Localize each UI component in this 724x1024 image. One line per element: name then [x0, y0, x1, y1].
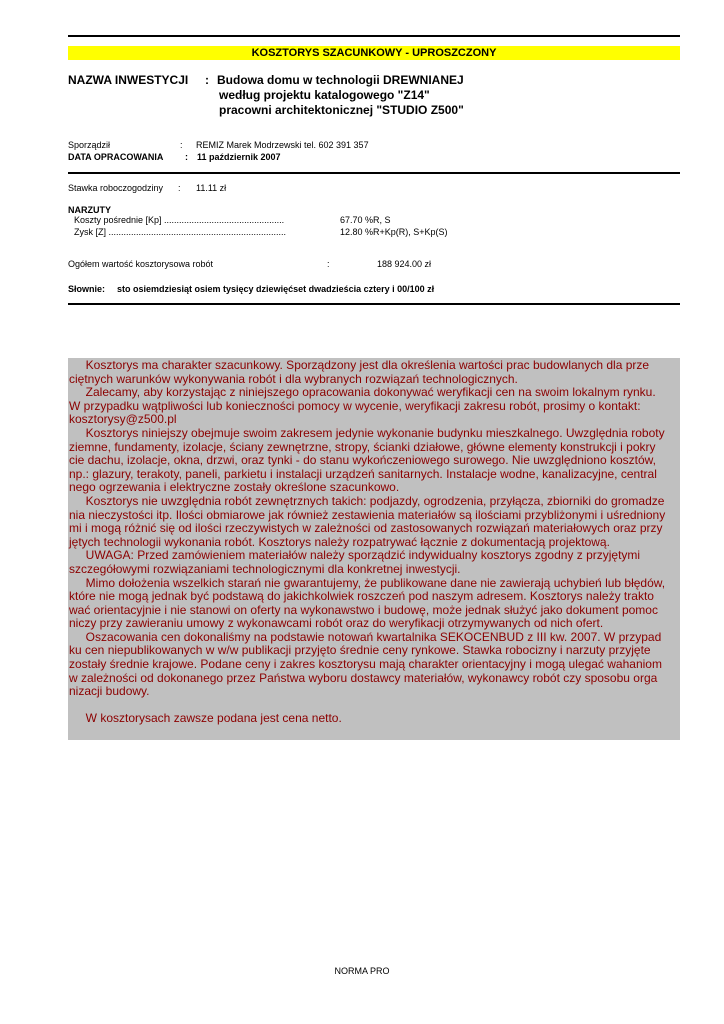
notes-line: Kosztorys niniejszy obejmuje swoim zakresem jedynie wykonanie budynku mieszkalnego. Uwzględnia roboty [69, 425, 665, 440]
notes-line: które nie mogą jednak być podstawą do jakichkolwiek roszczeń pod naszym adresem. Kosztorys należy trakto [69, 589, 654, 604]
notes-line: Mimo dołożenia wszelkich starań nie gwarantujemy, że publikowane dane nie zawierają uchybień lub błędów, [69, 575, 666, 590]
profit-value: 12.80 %R+Kp(R), S+Kp(S) [340, 227, 448, 237]
footer-text: NORMA PRO [334, 966, 390, 976]
notes-line: jętych technologii wykonania robót. Kosztorys należy rozpatrywać łącznie z dokumentacją projektową. [69, 534, 610, 549]
notes-line: w zależności od dokonanego przez Państwa wyboru dostawcy materiałów, wykonawcy robót czy sposobu orga [69, 670, 658, 685]
total-label: Ogółem wartość kosztorysowa robót [68, 259, 214, 269]
indirect-costs-label: Koszty pośrednie [Kp] ................................................ [74, 215, 285, 225]
labor-rate-label: Stawka roboczogodziny [68, 183, 164, 193]
investment-line-1: Budowa domu w technologii DREWNIANEJ [217, 73, 464, 87]
total-colon: : [327, 259, 330, 269]
date-value: 11 październik 2007 [197, 152, 281, 162]
rule-after-meta [68, 172, 680, 174]
notes-line: ziemne, fundamenty, izolacje, ściany zewnętrzne, stropy, ścianki działowe, główne elementy konstrukcji i pokry [69, 439, 656, 454]
notes-line: nego ogrzewania i elektryczne zostały określone szacunkowo. [69, 480, 400, 495]
profit-label: Zysk [Z] ....................................................................... [74, 227, 287, 237]
top-rule [68, 35, 680, 37]
investment-line-2: według projektu katalogowego "Z14" [219, 88, 430, 102]
labor-rate-colon: : [178, 183, 181, 193]
notes-line: kosztorysy@z500.pl [69, 412, 177, 427]
notes-line: szczegółowymi rozwiązaniami technologicznymi dla konkretnej inwestycji. [69, 561, 461, 576]
notes-line: ku cen niepublikowanych w w/w publikacji przyjęto średnie ceny rynkowe. Stawka robocizny i narzuty przyjęte [69, 643, 651, 658]
notes-line: nia nieczystości itp. Ilości obmiarowe jak również zestawienia materiałów są ilościami przybliżonymi i uśredniony [69, 507, 666, 522]
notes-line: zostały średnie krajowe. Podane ceny i zakres kosztorysu mają charakter orientacyjny i mogą ulegać wahaniom [69, 657, 662, 672]
notes-line: niczy przy zawieraniu umowy z wykonawcami robót oraz do weryfikacji otrzymywanych od nich ofert. [69, 616, 604, 631]
notes-line: wać orientacyjnie i nie stanowi on oferty na wykonawstwo i budowę, może jednak służyć jako dokument pomoc [69, 602, 658, 617]
prepared-colon: : [180, 140, 183, 150]
notes-line: Kosztorys nie uwzględnia robót zewnętrznych takich: podjazdy, ogrodzenia, przyłącza, zbiorniki do gromadze [69, 493, 665, 508]
date-label: DATA OPRACOWANIA [68, 152, 164, 162]
prepared-label: Sporządził [68, 140, 111, 150]
notes-box [68, 358, 680, 740]
notes-line: ciętnych warunków wykonywania robót i dla wybranych rozwiązań technologicznych. [69, 371, 518, 386]
notes-line: cie dachu, izolacje, okna, drzwi, oraz tynki - do stanu wykończeniowego surowego. Nie uwzględniono kosztów, [69, 453, 656, 468]
investment-colon: : [205, 73, 209, 87]
notes-line: nizacji budowy. [69, 684, 150, 699]
notes-line: Zalecamy, aby korzystając z niniejszego opracowania dokonywać weryfikacji cen na swoim lokalnym rynku. [69, 385, 656, 400]
notes-line: np.: glazury, terakoty, paneli, parkietu i instalacji urządzeń sanitarnych. Instalacje wodne, kanalizacyjne, central [69, 466, 657, 481]
words-label: Słownie: [68, 284, 106, 294]
document-title: KOSZTORYS SZACUNKOWY - UPROSZCZONY [68, 46, 680, 60]
indirect-costs-value: 67.70 %R, S [340, 215, 391, 225]
total-value: 188 924.00 zł [377, 259, 432, 269]
rule-after-total [68, 303, 680, 305]
surcharges-heading: NARZUTY [68, 205, 111, 215]
notes-line: W kosztorysach zawsze podana jest cena netto. [69, 711, 342, 726]
notes-line: Oszacowania cen dokonaliśmy na podstawie notowań kwartalnika SEKOCENBUD z III kw. 2007. W przypad [69, 629, 662, 644]
notes-line: Kosztorys ma charakter szacunkowy. Sporządzony jest dla określenia wartości prac budowlanych dla prze [69, 358, 650, 372]
investment-label: NAZWA INWESTYCJI [68, 73, 189, 87]
notes-line [69, 699, 679, 713]
notes-line: UWAGA: Przed zamówieniem materiałów należy sporządzić indywidualny kosztorys zgodny z przyjętymi [69, 548, 641, 563]
labor-rate-value: 11.11 zł [196, 183, 227, 193]
words-value: sto osiemdziesiąt osiem tysięcy dziewięćset dwadzieścia cztery i 00/100 zł [117, 284, 435, 294]
date-colon: : [185, 152, 188, 162]
investment-line-3: pracowni architektonicznej "STUDIO Z500" [219, 103, 464, 117]
notes-line: mi i mogą różnić się od ilości rzeczywistych w zależności od zastosowanych rozwiązań materiałowych oraz przy [69, 521, 663, 536]
notes-text [69, 359, 679, 726]
notes-line: W przypadku wątpliwości lub konieczności pomocy w wycenie, weryfikacji zakresu robót, prosimy o kontakt: [69, 398, 641, 413]
prepared-value: REMIZ Marek Modrzewski tel. 602 391 357 [196, 140, 369, 150]
